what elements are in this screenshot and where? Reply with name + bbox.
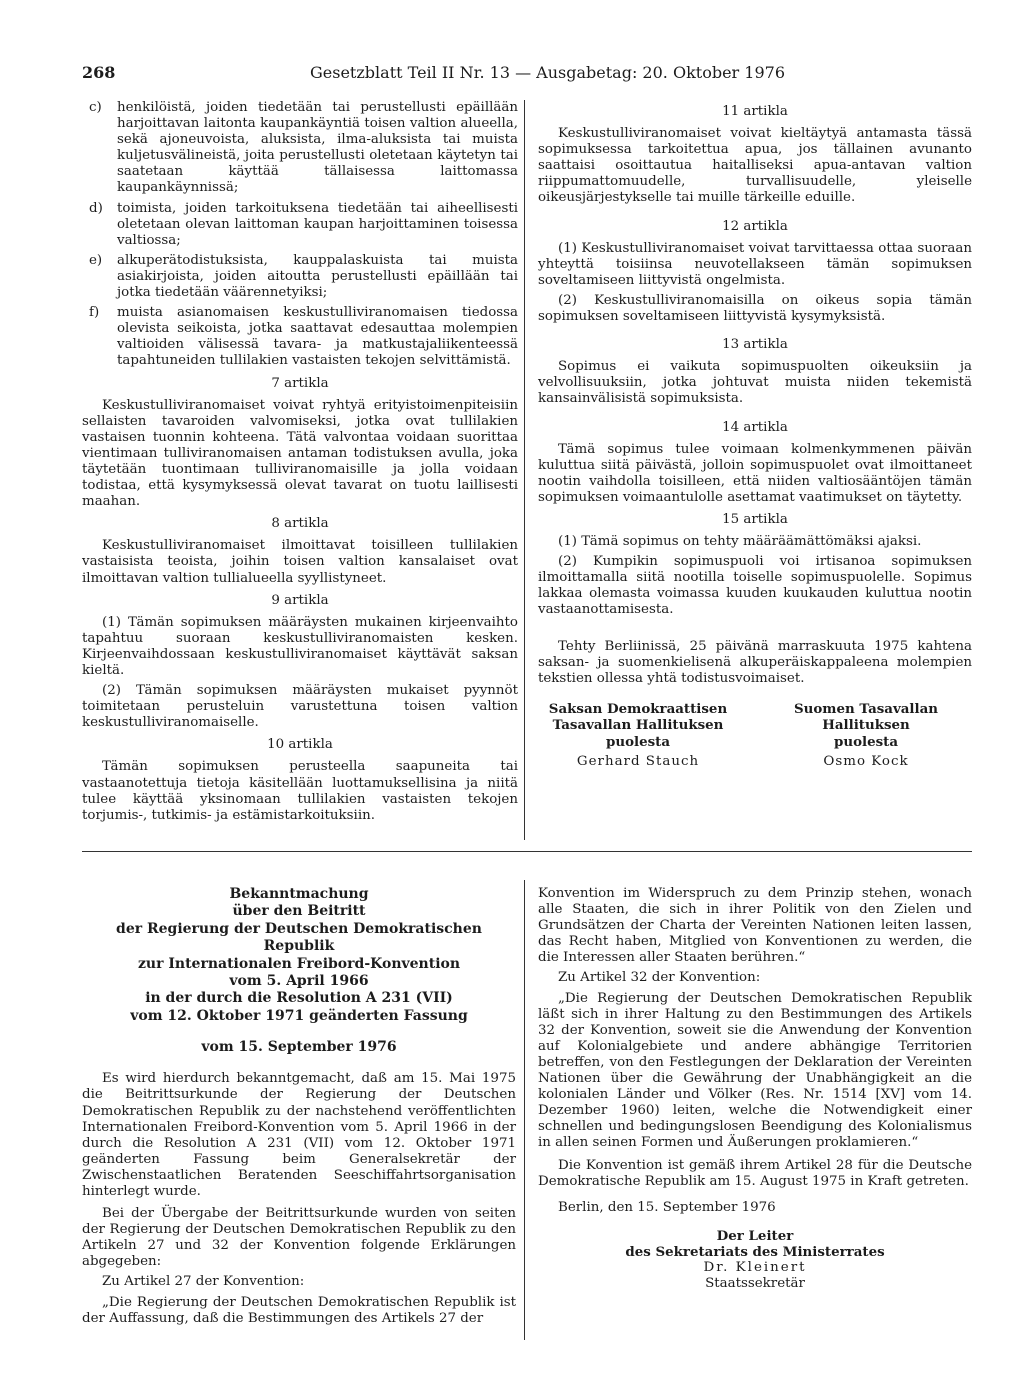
article-heading: 10 artikla — [267, 737, 333, 753]
finnish-column-left — [82, 100, 518, 828]
list-item — [82, 305, 518, 369]
article-paragraph: (2) Keskustulliviranomaisilla on oikeus sopia tämän sopimuksen soveltamiseen liittyvistä kysymyksistä. — [538, 292, 972, 325]
signatory-line: Saksan Demokraattisen — [548, 700, 728, 717]
column-divider-top — [524, 100, 525, 840]
paragraph: „Die Regierung der Deutschen Demokratischen Republik läßt sich in ihrer Haltung zu den Bestimmungen des Artikels 32 der Konvention, soweit sie die Anwendung der Konvention auf Kolonialgebiete und andere abhängige Territorien betreffen, von den Festlegungen der Deklaration der Vereinten Nationen über die Gewährung der Unabhängigkeit an die kolonialen Länder und Völker (Res. Nr. 1514 [XV] vom 14. Dezember 1960) leiten, welche die Notwendigkeit einer schnellen und bedingungslosen Beendigung des Kolonialismus in allen seinen Formen und Äußerungen proklamieren.“ — [538, 990, 972, 1151]
article-paragraph: (1) Keskustulliviranomaiset voivat tarvittaessa ottaa suoraan yhteyttä toisiinsa neuvotellakseen tämän sopimuksen soveltamiseen liittyvistä ongelmista. — [538, 240, 972, 288]
article-text: Keskustulliviranomaiset ilmoittavat toisilleen tullilakien vastaisista teoista, joihin toisen valtion kansalaiset ovat ilmoittavan valtion tullialueella syyllistyneet. — [82, 538, 518, 586]
article-paragraph: (1) Tämän sopimuksen määräysten mukainen kirjeenvaihto tapahtuu suoraan keskustulliviranomaisten kesken. Kirjeenvaihdossaan keskustulliviranomaiset käyttävät saksan kieltä. — [82, 614, 518, 678]
article-paragraph: (1) Tämä sopimus on tehty määräämättömäksi ajaksi. — [558, 534, 922, 550]
article-paragraph: (2) Tämän sopimuksen määräysten mukaiset pyynnöt toimitetaan perusteluin varustettuna toisen valtion keskustulliviranomaiselle. — [82, 683, 518, 731]
announcement-column-left — [82, 886, 516, 1331]
page-header — [82, 63, 972, 89]
list-item — [82, 100, 518, 197]
title-line: vom 12. Oktober 1971 geänderten Fassung — [130, 1007, 468, 1024]
place-date: Berlin, den 15. September 1976 — [558, 1199, 776, 1215]
finnish-column-right — [538, 104, 972, 781]
list-item-label: c) — [89, 100, 102, 115]
signatory-line: Tasavallan Hallituksen — [552, 717, 724, 734]
article-text: Tämä sopimus tulee voimaan kolmenkymmenen päivän kuluttua siitä päivästä, jolloin sopimuspuolet ovat ilmoittaneet nootin vaihdolla toisilleen, että niiden valtiosääntöjen tämän sopimuksen voimaantulolle asettamat vaatimukset on täytetty. — [538, 441, 972, 505]
list-item-text: henkilöistä, joiden tiedetään tai perustellusti epäillään harjoittavan laitonta kaupankäyntiä toisen valtion alueella, sekä ajoneuvoista, aluksista, ilma-aluksista tai muista kuljetusvälineistä, joita perustellusti oletetaan käytetyn tai saatetaan käyttää tällaisessa laittomassa kaupankäynnissä; — [117, 100, 518, 196]
list-item-text: toimista, joiden tarkoituksena tiedetään tai aiheellisesti oletetaan olevan laittoman kaupan harjoittaminen toisessa valtiossa; — [117, 200, 518, 248]
signature-left — [538, 701, 738, 771]
paragraph: Zu Artikel 27 der Konvention: — [102, 1274, 305, 1290]
signature-block — [538, 701, 972, 781]
announcement-date: vom 15. September 1976 — [201, 1039, 397, 1056]
signatory-line: des Sekretariats des Ministerrates — [625, 1243, 885, 1260]
article-heading: 11 artikla — [722, 104, 788, 119]
list-item-text: muista asianomaisen keskustulliviranomaisen tiedossa olevista seikoista, jotka saattavat edesauttaa molempien valtioiden välisessä tavara- ja matkustajaliikenteessä tapahtuneiden tullilakien vastaisten tekojen selvittämistä. — [117, 305, 518, 369]
list-item-label: e) — [89, 252, 103, 268]
paragraph: Konvention im Widerspruch zu dem Prinzip stehen, wonach alle Staaten, die sich in ihrer Politik von den Zielen und Grundsätzen der Charta der Vereinten Nationen leiten lassen, das Recht haben, Mitglied von Konventionen zu werden, die die Interessen aller Staaten berühren.“ — [538, 886, 972, 966]
announcement-title — [82, 886, 516, 1025]
title-line: Bekanntmachung — [229, 886, 369, 902]
signatory-line: puolesta — [605, 733, 671, 750]
signatory-title: Staatssekretär — [705, 1276, 805, 1292]
done-at-clause: Tehty Berliinissä, 25 päivänä marraskuuta 1975 kahtena saksan- ja suomenkielisenä alkuperäiskappaleena molempien tekstien ollessa yhtä todistusvoimaiset. — [538, 638, 972, 686]
list-item-text: alkuperätodistuksista, kauppalaskuista tai muista asiakirjoista, joiden aitoutta perustellusti epäillään tai jotka tiedetään väärennetyiksi; — [117, 252, 518, 301]
article-text: Keskustulliviranomaiset voivat kieltäytyä antamasta tässä sopimuksessa tarkoitettua apua, jos tällainen avunanto saattaisi osoittautua haitalliseksi apua-antavan valtion riippumattomuudelle, turvallisuudelle, yleiselle oikeusjärjestykselle tai muille tärkeille eduille. — [538, 126, 972, 206]
title-line: zur Internationalen Freibord-Konvention — [137, 955, 461, 972]
running-title: Gesetzblatt Teil II Nr. 13 — Ausgabetag: 20. Oktober 1976 — [310, 63, 785, 82]
article-heading: 9 artikla — [271, 592, 329, 608]
list-item-label: f) — [89, 305, 100, 321]
paragraph: Die Konvention ist gemäß ihrem Artikel 28 für die Deutsche Demokratische Republik am 15. August 1975 in Kraft getreten. — [538, 1157, 972, 1189]
title-line: in der durch die Resolution A 231 (VII) — [145, 990, 453, 1007]
signatory-line: Hallituksen — [822, 717, 910, 734]
page-number: 268 — [82, 63, 116, 82]
title-line: der Regierung der Deutschen Demokratischen Republik — [116, 920, 482, 955]
article-heading: 13 artikla — [722, 337, 788, 353]
signatory-line: Suomen Tasavallan — [793, 700, 939, 717]
list-item — [82, 201, 518, 249]
article-heading: 7 artikla — [271, 375, 329, 391]
article-text: Keskustulliviranomaiset voivat ryhtyä erityistoimenpiteisiin sellaisten tavaroiden valvomiseksi, jotka ovat tullilakien vastaisen tuonnin kohteena. Tätä valvontaa voidaan suorittaa vientimaan tulliviranomaisen antaman todistuksen avulla, joka täytetään tuontimaan tulliviranomaisille ja jolla voidaan todistaa, että kysymyksessä olevat tavarat on tuotu laillisesti maahan. — [82, 397, 518, 510]
signatory-name: Osmo Kock — [823, 754, 909, 770]
signatory-name: Dr. Kleinert — [703, 1259, 807, 1275]
section-divider — [82, 851, 972, 852]
signatory-line: Der Leiter — [716, 1227, 794, 1244]
signature-right — [760, 701, 972, 771]
announcement-column-right — [538, 886, 972, 1292]
paragraph: „Die Regierung der Deutschen Demokratischen Republik ist der Auffassung, daß die Bestimmungen des Artikels 27 der — [82, 1294, 516, 1326]
article-paragraph: (2) Kumpikin sopimuspuoli voi irtisanoa sopimuksen ilmoittamalla siitä nootilla toiselle sopimuspuolelle. Sopimus lakkaa olemasta voimassa kuuden kuukauden kuluttua nootin vastaanottamisesta. — [538, 554, 972, 618]
signatory-name: Gerhard Stauch — [576, 754, 700, 770]
list-item — [82, 253, 518, 301]
title-line: vom 5. April 1966 — [229, 973, 369, 990]
article-text: Sopimus ei vaikuta sopimuspuolten oikeuksiin ja velvollisuuksiin, jotka johtuvat muista niiden tekemistä kansainvälisistä sopimuksista. — [538, 359, 972, 407]
paragraph: Zu Artikel 32 der Konvention: — [558, 970, 761, 986]
article-text: Tämän sopimuksen perusteella saapuneita tai vastaanotettuja tietoja käsitellään luottamuksellisina ja niitä tulee käyttää yksinomaan tullilakien vastaisten tekojen torjumis-, tutkimis- ja estämistarkoituksiin. — [82, 759, 518, 823]
article-heading: 12 artikla — [722, 218, 788, 234]
article-heading: 8 artikla — [271, 516, 329, 532]
announcement-signature — [538, 1228, 972, 1292]
paragraph: Es wird hierdurch bekanntgemacht, daß am 15. Mai 1975 die Beitrittsurkunde der Regierung der Deutschen Demokratischen Republik zu der nachstehend veröffentlichten Internationalen Freibord-Konvention vom 5. April 1966 in der durch die Resolution A 231 (VII) vom 12. Oktober 1971 geänderten Fassung beim Generalsekretär der Zwischenstaatlichen Beratenden Seeschiffahrtsorganisation hinterlegt wurde. — [82, 1071, 516, 1199]
column-divider-bottom — [524, 880, 525, 1340]
paragraph: Bei der Übergabe der Beitrittsurkunde wurden von seiten der Regierung der Deutschen Demokratischen Republik zu den Artikeln 27 und 32 der Konvention folgende Erklärungen abgegeben: — [82, 1206, 516, 1270]
list-item-label: d) — [89, 200, 103, 216]
article-heading: 14 artikla — [722, 419, 788, 435]
article-heading: 15 artikla — [722, 511, 788, 527]
title-line: über den Beitritt — [232, 903, 366, 920]
signatory-line: puolesta — [833, 733, 899, 750]
